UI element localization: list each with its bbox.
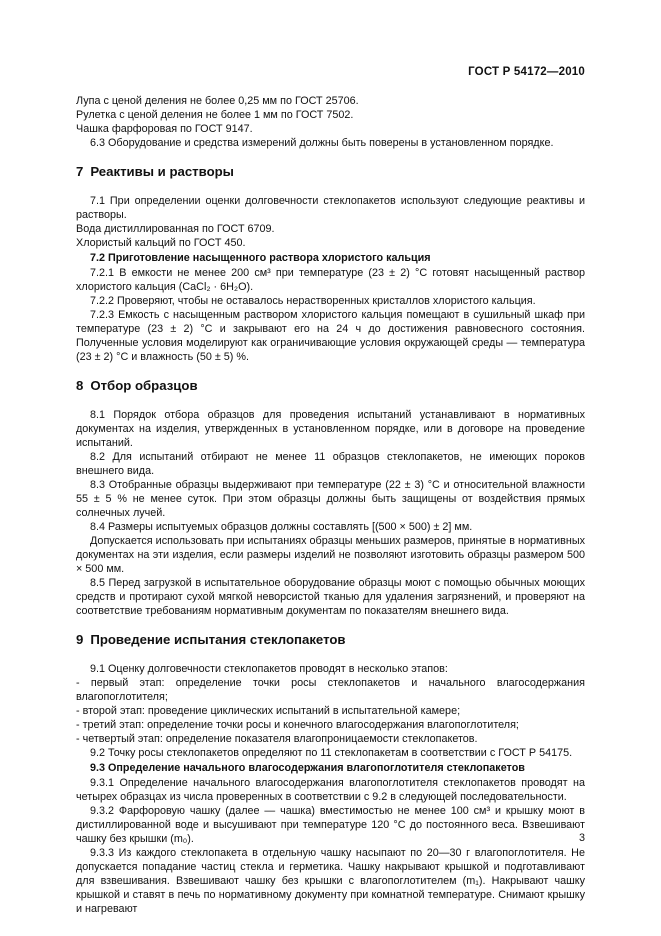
document-header: ГОСТ Р 54172—2010 xyxy=(468,66,585,78)
paragraph: 7.2.2 Проверяют, чтобы не оставалось нерастворенных кристаллов хлористого кальция. xyxy=(90,295,536,307)
list-item: - третий этап: определение точки росы и конечного влагосодержания влагопоглотителя; xyxy=(76,719,519,731)
page-number: 3 xyxy=(578,832,585,844)
paragraph: 7.2.3 Емкость с насыщенным раствором хлористого кальция помещают в сушильный шкаф при температуре (23 ± 2) °С и закрывают его на 24 ч до достижения равновесного состояния. Полученные условия моделируют как ограничивающие условия окружающей среды — температура (23 ± 2) °С и влажность (50 ± 5) %. xyxy=(76,309,585,363)
list-item: - первый этап: определение точки росы стеклопакетов и начального влагосодержания влагопоглотителя; xyxy=(76,677,585,703)
section-heading-9: 9 Проведение испытания стеклопакетов xyxy=(76,632,346,647)
paragraph: Лупа с ценой деления не более 0,25 мм по ГОСТ 25706. xyxy=(76,95,359,107)
paragraph: 9.3.3 Из каждого стеклопакета в отдельную чашку насыпают по 20—30 г влагопоглотителя. Не допускается попадание частиц стекла и герметика. Чашку накрывают крышкой и подготавливают для взвешивания. Взвешивают чашку без крышки с влагопоглотителем (m₁). Накрывают чашку крышкой и ставят в печь по нормативному документу при комнатной температуре. Снимают крышку и нагревают xyxy=(76,847,585,915)
paragraph: 8.5 Перед загрузкой в испытательное оборудование образцы моют с помощью обычных моющих средств и протирают сухой мягкой неворсистой тканью для удаления загрязнений, и проверяют на соответствие требованиям нормативным документам по показателям внешнего вида. xyxy=(76,577,585,617)
paragraph: Рулетка с ценой деления не более 1 мм по ГОСТ 7502. xyxy=(76,109,354,121)
paragraph: 8.1 Порядок отбора образцов для проведения испытаний устанавливают в нормативных документах на изделия, утвержденных в установленном порядке, или в договоре на проведение испытаний. xyxy=(76,409,585,449)
document-body xyxy=(76,94,585,916)
list-item: - четвертый этап: определение показателя влагопроницаемости стеклопакетов. xyxy=(76,733,478,745)
paragraph: 8.4 Размеры испытуемых образцов должны составлять [(500 × 500) ± 2] мм. xyxy=(90,521,473,533)
list-item: - второй этап: проведение циклических испытаний в испытательной камере; xyxy=(76,705,461,717)
paragraph: 8.3 Отобранные образцы выдерживают при температуре (22 ± 3) °С и относительной влажности 55 ± 5 % не менее суток. При этом образцы должны быть защищены от воздействия прямых солнечных лучей. xyxy=(76,479,585,519)
paragraph: Хлористый кальций по ГОСТ 450. xyxy=(76,237,246,249)
paragraph: Вода дистиллированная по ГОСТ 6709. xyxy=(76,223,275,235)
paragraph: Допускается использовать при испытаниях образцы меньших размеров, принятые в нормативных документах на эти изделия, если размеры изделий не позволяют изготовить образцы размером 500 × 500 мм. xyxy=(76,535,585,575)
paragraph: 8.2 Для испытаний отбирают не менее 11 образцов стеклопакетов, не имеющих пороков внешнего вида. xyxy=(76,451,585,477)
subsection-heading: 7.2 Приготовление насыщенного раствора хлористого кальция xyxy=(90,252,431,264)
paragraph: 9.1 Оценку долговечности стеклопакетов проводят в несколько этапов: xyxy=(90,663,448,675)
paragraph: 6.3 Оборудование и средства измерений должны быть поверены в установленном порядке. xyxy=(90,137,554,149)
paragraph: 7.1 При определении оценки долговечности стеклопакетов используют следующие реактивы и растворы. xyxy=(76,195,585,221)
paragraph: 9.3.1 Определение начального влагосодержания влагопоглотителя стеклопакетов проводят на четырех образцах из числа проверенных в соответствии с 9.2 в следующей последовательности. xyxy=(76,777,585,803)
section-heading-8: 8 Отбор образцов xyxy=(76,378,198,393)
paragraph: 9.3.2 Фарфоровую чашку (далее — чашка) вместимостью не менее 100 см³ и крышку моют в дистиллированной воде и высушивают при температуре 120 °С до постоянного веса. Взвешивают чашку без крышки (m₀). xyxy=(76,805,585,845)
paragraph: Чашка фарфоровая по ГОСТ 9147. xyxy=(76,123,253,135)
subsection-heading: 9.3 Определение начального влагосодержания влагопоглотителя стеклопакетов xyxy=(90,762,525,774)
section-heading-7: 7 Реактивы и растворы xyxy=(76,164,234,179)
paragraph: 7.2.1 В емкости не менее 200 см³ при температуре (23 ± 2) °С готовят насыщенный раствор хлористого кальция (CaCl₂ · 6H₂O). xyxy=(76,267,585,293)
paragraph: 9.2 Точку росы стеклопакетов определяют по 11 стеклопакетам в соответствии с ГОСТ Р 54175. xyxy=(90,747,573,759)
